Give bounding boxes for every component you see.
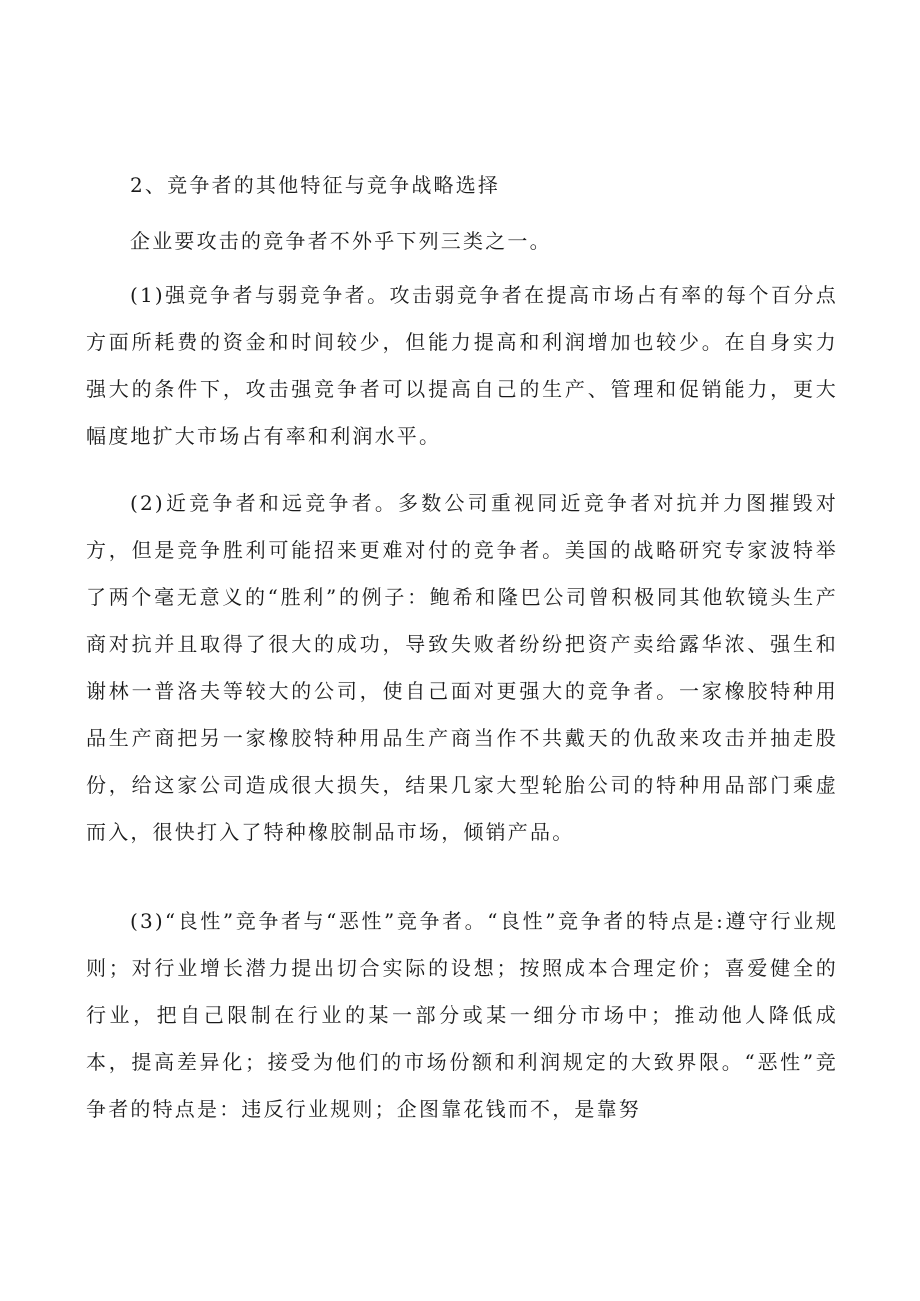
intro-paragraph: 企业要攻击的竞争者不外乎下列三类之一。 bbox=[130, 229, 552, 253]
section-heading: 2、竞争者的其他特征与竞争战略选择 bbox=[130, 173, 501, 197]
paragraph-good-bad-competitors: (3)“良性”竞争者与“恶性”竞争者。“良性”竞争者的特点是:遵守行业规则；对行业增长潜力提出切合实际的设想；按照成本合理定价；喜爱健全的行业，把自己限制在行业的某一部分或某一细分市场中；推动他人降低成本，提高差异化；接受为他们的市场份额和利润规定的大致界限。“恶性”竞争者的特点是：违反行业规则；企图靠花钱而不，是靠努 bbox=[86, 909, 838, 1121]
paragraph-near-far-competitors: (2)近竞争者和远竞争者。多数公司重视同近竞争者对抗并力图摧毁对方，但是竞争胜利可能招来更难对付的竞争者。美国的战略研究专家波特举了两个毫无意义的“胜利”的例子：鲍希和隆巴公司曾积极同其他软镜头生产商对抗并且取得了很大的成功，导致失败者纷纷把资产卖给露华浓、强生和谢林一普洛夫等较大的公司，使自己面对更强大的竞争者。一家橡胶特种用品生产商把另一家橡胶特种用品生产商当作不共戴天的仇敌来攻击并抽走股份，给这家公司造成很大损失，结果几家大型轮胎公司的特种用品部门乘虚而入，很快打入了特种橡胶制品市场，倾销产品。 bbox=[86, 491, 838, 844]
paragraph-strong-weak-competitors: (1)强竞争者与弱竞争者。攻击弱竞争者在提高市场占有率的每个百分点方面所耗费的资金和时间较少，但能力提高和利润增加也较少。在自身实力强大的条件下，攻击强竞争者可以提高自己的生产、管理和促销能力，更大幅度地扩大市场占有率和利润水平。 bbox=[86, 283, 838, 448]
